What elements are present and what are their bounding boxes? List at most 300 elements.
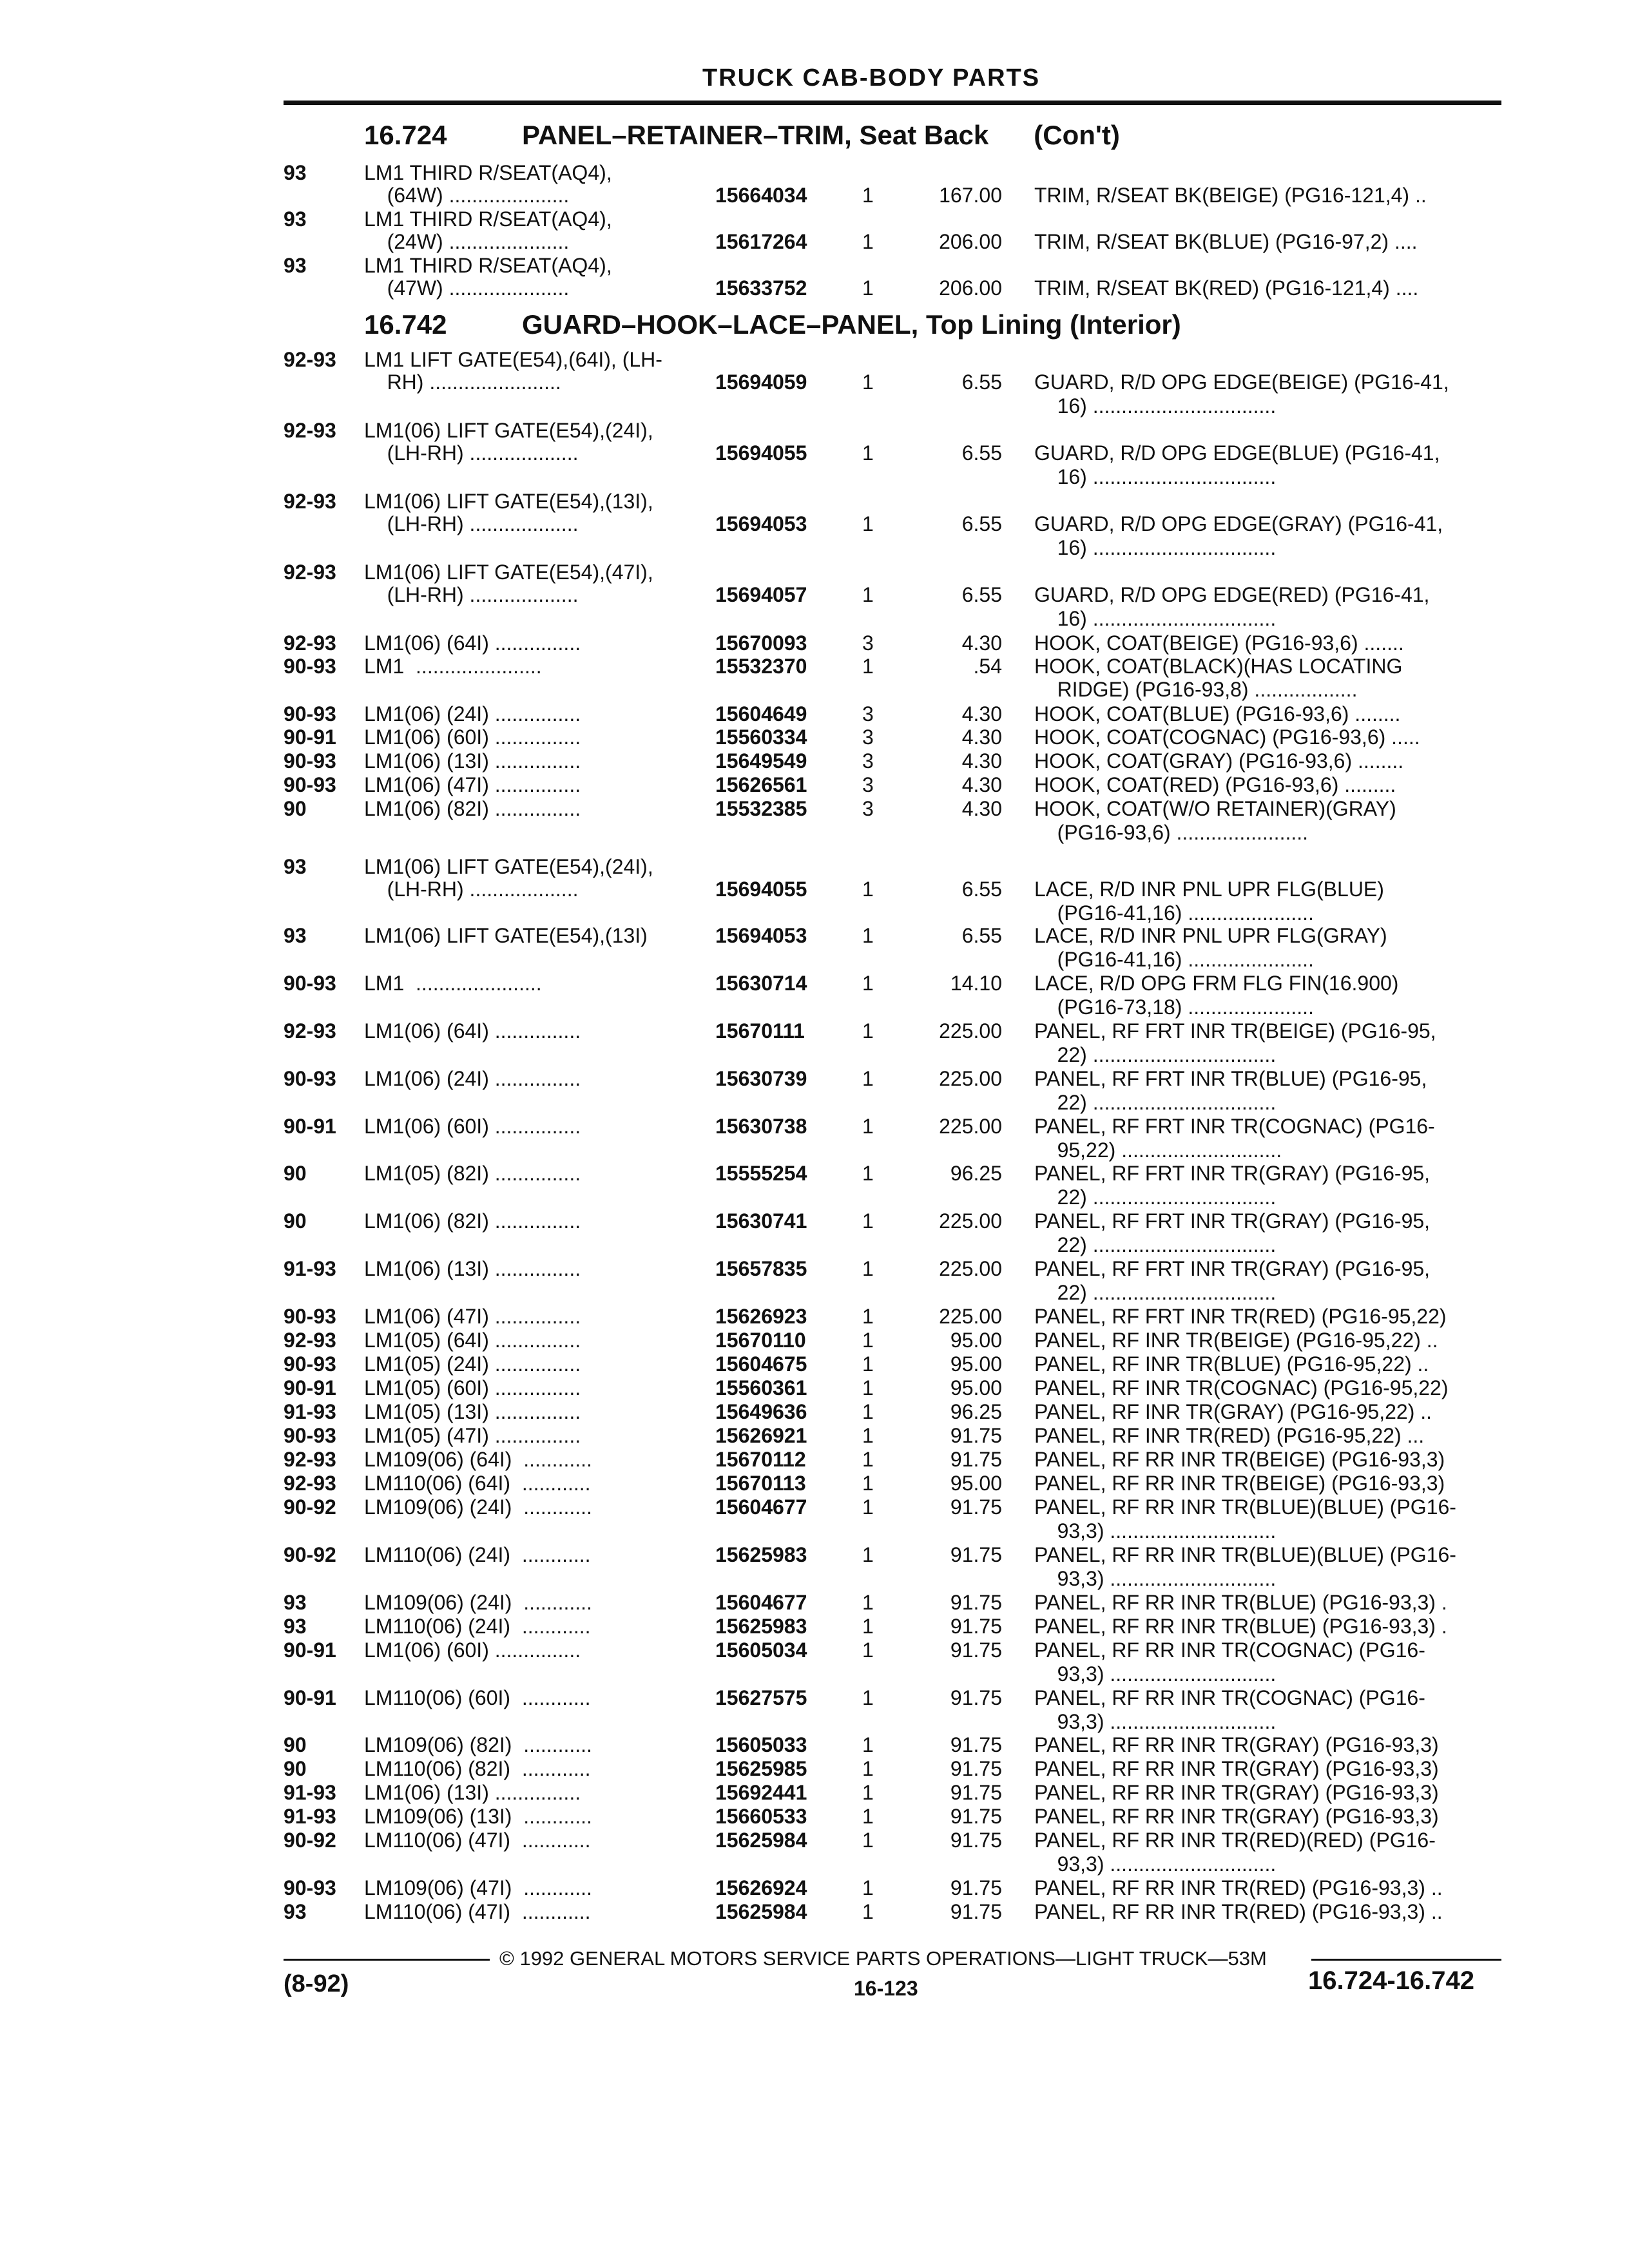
year-range: 90-91: [284, 1686, 336, 1709]
part-number: 15560334: [715, 726, 807, 749]
year-range: 90-92: [284, 1829, 336, 1852]
price: 95.00: [950, 1472, 1002, 1495]
part-number: 15604675: [715, 1352, 807, 1376]
year-range: 90-93: [284, 1067, 336, 1090]
part-number: 15604677: [715, 1495, 807, 1519]
year-range: 90-93: [284, 749, 336, 773]
part-description: RIDGE) (PG16-93,8) ..................: [1034, 678, 1358, 701]
quantity: 1: [862, 1448, 874, 1471]
year-range: 90: [284, 1162, 307, 1185]
part-number: 15670111: [715, 1019, 805, 1043]
price: 206.00: [939, 276, 1002, 300]
part-number: 15630739: [715, 1067, 807, 1090]
model-code: LM1(06) (13I) ...............: [364, 1781, 581, 1804]
model-code: LM109(06) (24I) ............: [364, 1591, 592, 1614]
part-description: LACE, R/D INR PNL UPR FLG(BLUE): [1034, 878, 1384, 901]
part-description: 93,3) .............................: [1034, 1710, 1277, 1733]
model-code: LM1(05) (64I) ...............: [364, 1329, 581, 1352]
part-number: 15670113: [715, 1472, 806, 1495]
part-number: 15625985: [715, 1757, 807, 1780]
quantity: 1: [862, 1067, 874, 1090]
part-description: PANEL, RF RR INR TR(COGNAC) (PG16-: [1034, 1686, 1425, 1709]
part-description: 22) ................................: [1034, 1281, 1277, 1304]
year-range: 90-91: [284, 726, 336, 749]
price: 4.30: [961, 773, 1002, 796]
year-range: 90: [284, 1733, 307, 1756]
price: 4.30: [961, 726, 1002, 749]
part-description: 93,3) .............................: [1034, 1567, 1277, 1590]
part-description: 16) ................................: [1034, 394, 1277, 418]
model-code: LM1(06) (13I) ...............: [364, 1257, 581, 1280]
part-number: 15630714: [715, 972, 807, 995]
part-description: PANEL, RF FRT INR TR(GRAY) (PG16-95,: [1034, 1209, 1431, 1233]
section-number: 16.724: [364, 120, 447, 150]
year-range: 92-93: [284, 348, 336, 371]
price: 6.55: [961, 583, 1002, 606]
model-code: LM1(06) LIFT GATE(E54),(24I),: [364, 855, 653, 878]
model-code: LM1(06) (60I) ...............: [364, 1115, 581, 1138]
copyright-notice: © 1992 GENERAL MOTORS SERVICE PARTS OPERATIONS—LIGHT TRUCK—53M: [499, 1947, 1267, 1970]
part-description: PANEL, RF RR INR TR(BLUE)(BLUE) (PG16-: [1034, 1543, 1456, 1566]
price: 4.30: [961, 797, 1002, 820]
year-range: 92-93: [284, 1448, 336, 1471]
quantity: 1: [862, 512, 874, 535]
part-number: 15657835: [715, 1257, 807, 1280]
model-code: LM1 LIFT GATE(E54),(64I), (LH-: [364, 348, 662, 371]
part-description: (PG16-73,18) ......................: [1034, 995, 1314, 1019]
year-range: 90-93: [284, 1305, 336, 1328]
price: 225.00: [939, 1209, 1002, 1233]
model-code: LM109(06) (13I) ............: [364, 1805, 592, 1828]
year-range: 93: [284, 254, 307, 277]
part-description: PANEL, RF FRT INR TR(GRAY) (PG16-95,: [1034, 1162, 1431, 1185]
year-range: 90: [284, 1757, 307, 1780]
price: 91.75: [950, 1591, 1002, 1614]
year-range: 90-93: [284, 702, 336, 726]
year-range: 92-93: [284, 1472, 336, 1495]
header-divider: [284, 101, 1501, 105]
model-code: LM1(06) LIFT GATE(E54),(24I),: [364, 419, 653, 442]
model-code: LM110(06) (24I) ............: [364, 1615, 591, 1638]
year-range: 93: [284, 161, 307, 184]
price: 91.75: [950, 1900, 1002, 1923]
part-description: (PG16-41,16) ......................: [1034, 948, 1314, 971]
price: 4.30: [961, 749, 1002, 773]
price: 91.75: [950, 1733, 1002, 1756]
model-code: LM110(06) (60I) ............: [364, 1686, 591, 1709]
part-number: 15560361: [715, 1376, 807, 1399]
model-code: LM110(06) (82I) ............: [364, 1757, 591, 1780]
model-code: LM1(05) (24I) ...............: [364, 1352, 581, 1376]
quantity: 1: [862, 1900, 874, 1923]
page-title: TRUCK CAB-BODY PARTS: [702, 64, 1041, 91]
price: 95.00: [950, 1376, 1002, 1399]
part-description: PANEL, RF RR INR TR(RED)(RED) (PG16-: [1034, 1829, 1436, 1852]
page-number: 16-123: [854, 1977, 918, 2000]
quantity: 1: [862, 1543, 874, 1566]
quantity: 3: [862, 702, 874, 726]
year-range: 90-92: [284, 1495, 336, 1519]
model-code: LM1(06) (47I) ...............: [364, 1305, 581, 1328]
year-range: 93: [284, 855, 307, 878]
year-range: 90-93: [284, 1424, 336, 1447]
part-number: 15670112: [715, 1448, 806, 1471]
part-description: LACE, R/D OPG FRM FLG FIN(16.900): [1034, 972, 1399, 995]
part-description: PANEL, RF FRT INR TR(BEIGE) (PG16-95,: [1034, 1019, 1436, 1043]
year-range: 93: [284, 1900, 307, 1923]
quantity: 1: [862, 370, 874, 394]
quantity: 1: [862, 655, 874, 678]
quantity: 1: [862, 1639, 874, 1662]
quantity: 1: [862, 1781, 874, 1804]
part-description: GUARD, R/D OPG EDGE(RED) (PG16-41,: [1034, 583, 1430, 606]
part-number: 15625984: [715, 1900, 807, 1923]
part-number: 15625983: [715, 1543, 807, 1566]
quantity: 1: [862, 1019, 874, 1043]
quantity: 3: [862, 773, 874, 796]
model-code: LM109(06) (47I) ............: [364, 1876, 592, 1899]
part-number: 15605033: [715, 1733, 807, 1756]
part-description: PANEL, RF RR INR TR(BLUE) (PG16-93,3) .: [1034, 1615, 1447, 1638]
quantity: 1: [862, 1876, 874, 1899]
model-code: LM1 ......................: [364, 972, 542, 995]
part-description: PANEL, RF RR INR TR(GRAY) (PG16-93,3): [1034, 1805, 1439, 1828]
part-number: 15617264: [715, 230, 807, 253]
year-range: 91-93: [284, 1805, 336, 1828]
part-description: HOOK, COAT(GRAY) (PG16-93,6) ........: [1034, 749, 1404, 773]
model-code: LM1(06) (64I) ...............: [364, 631, 581, 655]
price: 4.30: [961, 702, 1002, 726]
part-description: PANEL, RF RR INR TR(GRAY) (PG16-93,3): [1034, 1757, 1439, 1780]
year-range: 90: [284, 797, 307, 820]
price: 6.55: [961, 370, 1002, 394]
part-description: PANEL, RF INR TR(BLUE) (PG16-95,22) ..: [1034, 1352, 1429, 1376]
quantity: 1: [862, 1615, 874, 1638]
year-range: 90-93: [284, 1876, 336, 1899]
quantity: 1: [862, 1352, 874, 1376]
year-range: 92-93: [284, 1329, 336, 1352]
model-code: LM1(06) (82I) ...............: [364, 797, 581, 820]
quantity: 1: [862, 441, 874, 465]
part-number: 15626924: [715, 1876, 807, 1899]
part-number: 15555254: [715, 1162, 807, 1185]
part-number: 15625983: [715, 1615, 807, 1638]
model-code: LM1(06) (60I) ...............: [364, 1639, 581, 1662]
price: 96.25: [950, 1162, 1002, 1185]
quantity: 1: [862, 1115, 874, 1138]
part-description: PANEL, RF RR INR TR(BLUE) (PG16-93,3) .: [1034, 1591, 1447, 1614]
part-description: 22) ................................: [1034, 1091, 1277, 1114]
price: 6.55: [961, 878, 1002, 901]
part-description: 22) ................................: [1034, 1186, 1277, 1209]
model-code: (64W) .....................: [364, 184, 570, 207]
price: .54: [973, 655, 1002, 678]
part-description: PANEL, RF RR INR TR(GRAY) (PG16-93,3): [1034, 1733, 1439, 1756]
part-description: PANEL, RF INR TR(COGNAC) (PG16-95,22): [1034, 1376, 1449, 1399]
part-number: 15670093: [715, 631, 807, 655]
section-title: GUARD–HOOK–LACE–PANEL, Top Lining (Interior): [522, 309, 1181, 340]
part-description: PANEL, RF FRT INR TR(GRAY) (PG16-95,: [1034, 1257, 1431, 1280]
year-range: 91-93: [284, 1400, 336, 1423]
model-code: LM109(06) (24I) ............: [364, 1495, 592, 1519]
part-number: 15692441: [715, 1781, 807, 1804]
year-range: 93: [284, 1615, 307, 1638]
section-continued-label: (Con't): [1034, 120, 1120, 150]
price: 91.75: [950, 1876, 1002, 1899]
part-description: HOOK, COAT(RED) (PG16-93,6) .........: [1034, 773, 1396, 796]
price: 91.75: [950, 1424, 1002, 1447]
model-code: LM110(06) (24I) ............: [364, 1543, 591, 1566]
quantity: 1: [862, 1495, 874, 1519]
model-code: LM1(06) (64I) ...............: [364, 1019, 581, 1043]
model-code: LM1(06) (47I) ...............: [364, 773, 581, 796]
part-description: HOOK, COAT(COGNAC) (PG16-93,6) .....: [1034, 726, 1420, 749]
part-description: PANEL, RF RR INR TR(BEIGE) (PG16-93,3): [1034, 1472, 1445, 1495]
section-title: PANEL–RETAINER–TRIM, Seat Back: [522, 120, 989, 150]
price: 225.00: [939, 1019, 1002, 1043]
year-range: 93: [284, 207, 307, 231]
part-description: PANEL, RF RR INR TR(GRAY) (PG16-93,3): [1034, 1781, 1439, 1804]
year-range: 91-93: [284, 1781, 336, 1804]
quantity: 1: [862, 1686, 874, 1709]
model-code: (LH-RH) ...................: [364, 512, 579, 535]
quantity: 1: [862, 1400, 874, 1423]
part-description: PANEL, RF INR TR(GRAY) (PG16-95,22) ..: [1034, 1400, 1432, 1423]
quantity: 1: [862, 184, 874, 207]
model-code: LM1(06) (60I) ...............: [364, 726, 581, 749]
part-description: PANEL, RF INR TR(BEIGE) (PG16-95,22) ..: [1034, 1329, 1438, 1352]
price: 6.55: [961, 512, 1002, 535]
model-code: (24W) .....................: [364, 230, 570, 253]
quantity: 1: [862, 1829, 874, 1852]
price: 91.75: [950, 1686, 1002, 1709]
part-description: 95,22) ............................: [1034, 1139, 1282, 1162]
year-range: 92-93: [284, 490, 336, 513]
part-description: TRIM, R/SEAT BK(BLUE) (PG16-97,2) ....: [1034, 230, 1418, 253]
part-description: 22) ................................: [1034, 1043, 1277, 1066]
part-number: 15694053: [715, 512, 807, 535]
price: 225.00: [939, 1115, 1002, 1138]
part-description: HOOK, COAT(W/O RETAINER)(GRAY): [1034, 797, 1396, 820]
model-code: LM1(06) LIFT GATE(E54),(47I),: [364, 561, 653, 584]
quantity: 1: [862, 583, 874, 606]
quantity: 3: [862, 631, 874, 655]
part-description: PANEL, RF RR INR TR(RED) (PG16-93,3) ..: [1034, 1876, 1443, 1899]
quantity: 1: [862, 276, 874, 300]
price: 206.00: [939, 230, 1002, 253]
year-range: 92-93: [284, 631, 336, 655]
price: 96.25: [950, 1400, 1002, 1423]
part-number: 15626921: [715, 1424, 807, 1447]
price: 167.00: [939, 184, 1002, 207]
part-number: 15627575: [715, 1686, 807, 1709]
model-code: LM1(06) (82I) ...............: [364, 1209, 581, 1233]
part-number: 15660533: [715, 1805, 807, 1828]
part-description: HOOK, COAT(BLUE) (PG16-93,6) ........: [1034, 702, 1401, 726]
part-number: 15604649: [715, 702, 807, 726]
section-heading-16724: [364, 120, 1120, 151]
model-code: LM1(06) (24I) ...............: [364, 702, 581, 726]
year-range: 90-93: [284, 1352, 336, 1376]
section-number: 16.742: [364, 309, 447, 340]
model-code: (LH-RH) ...................: [364, 583, 579, 606]
part-description: PANEL, RF FRT INR TR(COGNAC) (PG16-: [1034, 1115, 1435, 1138]
model-code: LM1 THIRD R/SEAT(AQ4),: [364, 254, 612, 277]
model-code: LM1(05) (13I) ...............: [364, 1400, 581, 1423]
part-description: (PG16-41,16) ......................: [1034, 901, 1314, 925]
part-number: 15649636: [715, 1400, 807, 1423]
part-description: 93,3) .............................: [1034, 1519, 1277, 1542]
year-range: 90-93: [284, 972, 336, 995]
model-code: LM1 THIRD R/SEAT(AQ4),: [364, 161, 612, 184]
model-code: LM109(06) (82I) ............: [364, 1733, 592, 1756]
part-description: PANEL, RF RR INR TR(BEIGE) (PG16-93,3): [1034, 1448, 1445, 1471]
part-description: 16) ................................: [1034, 465, 1277, 488]
part-description: 93,3) .............................: [1034, 1852, 1277, 1876]
quantity: 1: [862, 1162, 874, 1185]
model-code: (47W) .....................: [364, 276, 570, 300]
part-description: GUARD, R/D OPG EDGE(BEIGE) (PG16-41,: [1034, 370, 1449, 394]
model-code: LM1(05) (47I) ...............: [364, 1424, 581, 1447]
price: 225.00: [939, 1305, 1002, 1328]
part-description: PANEL, RF RR INR TR(COGNAC) (PG16-: [1034, 1639, 1425, 1662]
part-number: 15694057: [715, 583, 807, 606]
part-number: 15626923: [715, 1305, 807, 1328]
model-code: LM110(06) (64I) ............: [364, 1472, 591, 1495]
part-description: HOOK, COAT(BEIGE) (PG16-93,6) .......: [1034, 631, 1404, 655]
part-number: 15532385: [715, 797, 807, 820]
quantity: 3: [862, 726, 874, 749]
price: 6.55: [961, 924, 1002, 947]
model-code: (LH-RH) ...................: [364, 441, 579, 465]
quantity: 1: [862, 1733, 874, 1756]
quantity: 3: [862, 749, 874, 773]
price: 95.00: [950, 1329, 1002, 1352]
model-code: LM1(05) (82I) ...............: [364, 1162, 581, 1185]
model-code: LM1(06) LIFT GATE(E54),(13I): [364, 924, 648, 947]
model-code: LM1(06) (24I) ...............: [364, 1067, 581, 1090]
part-description: PANEL, RF FRT INR TR(BLUE) (PG16-95,: [1034, 1067, 1427, 1090]
part-description: 16) ................................: [1034, 607, 1277, 630]
price: 91.75: [950, 1448, 1002, 1471]
part-number: 15626561: [715, 773, 807, 796]
part-description: PANEL, RF RR INR TR(RED) (PG16-93,3) ..: [1034, 1900, 1443, 1923]
quantity: 1: [862, 1805, 874, 1828]
price: 4.30: [961, 631, 1002, 655]
part-number: 15604677: [715, 1591, 807, 1614]
year-range: 90-92: [284, 1543, 336, 1566]
part-description: PANEL, RF INR TR(RED) (PG16-95,22) ...: [1034, 1424, 1425, 1447]
quantity: 1: [862, 1305, 874, 1328]
part-number: 15664034: [715, 184, 807, 207]
part-description: GUARD, R/D OPG EDGE(BLUE) (PG16-41,: [1034, 441, 1440, 465]
price: 91.75: [950, 1495, 1002, 1519]
quantity: 1: [862, 1424, 874, 1447]
model-code: LM1(05) (60I) ...............: [364, 1376, 581, 1399]
part-number: 15633752: [715, 276, 807, 300]
quantity: 1: [862, 1257, 874, 1280]
price: 95.00: [950, 1352, 1002, 1376]
quantity: 3: [862, 797, 874, 820]
section-range: 16.724-16.742: [1308, 1966, 1475, 1995]
year-range: 90-91: [284, 1639, 336, 1662]
quantity: 1: [862, 878, 874, 901]
part-number: 15694055: [715, 441, 807, 465]
part-number: 15694053: [715, 924, 807, 947]
price: 14.10: [950, 972, 1002, 995]
year-range: 90-93: [284, 773, 336, 796]
year-range: 90: [284, 1209, 307, 1233]
part-number: 15532370: [715, 655, 807, 678]
price: 91.75: [950, 1781, 1002, 1804]
part-number: 15694055: [715, 878, 807, 901]
section-heading-16742: [364, 309, 1181, 340]
model-code: RH) .......................: [364, 370, 561, 394]
footer-rule-left: [284, 1959, 490, 1961]
part-number: 15630741: [715, 1209, 807, 1233]
part-description: TRIM, R/SEAT BK(RED) (PG16-121,4) ....: [1034, 276, 1419, 300]
date-code: (8-92): [284, 1970, 349, 1997]
part-description: 93,3) .............................: [1034, 1662, 1277, 1686]
part-description: TRIM, R/SEAT BK(BEIGE) (PG16-121,4) ..: [1034, 184, 1427, 207]
part-description: HOOK, COAT(BLACK)(HAS LOCATING: [1034, 655, 1403, 678]
model-code: LM110(06) (47I) ............: [364, 1900, 591, 1923]
quantity: 1: [862, 230, 874, 253]
price: 225.00: [939, 1257, 1002, 1280]
quantity: 1: [862, 1209, 874, 1233]
part-number: 15625984: [715, 1829, 807, 1852]
price: 91.75: [950, 1805, 1002, 1828]
year-range: 92-93: [284, 561, 336, 584]
price: 6.55: [961, 441, 1002, 465]
price: 91.75: [950, 1543, 1002, 1566]
model-code: LM109(06) (64I) ............: [364, 1448, 592, 1471]
price: 91.75: [950, 1757, 1002, 1780]
part-description: GUARD, R/D OPG EDGE(GRAY) (PG16-41,: [1034, 512, 1443, 535]
part-description: PANEL, RF RR INR TR(BLUE)(BLUE) (PG16-: [1034, 1495, 1456, 1519]
year-range: 92-93: [284, 419, 336, 442]
part-description: 16) ................................: [1034, 536, 1277, 559]
year-range: 92-93: [284, 1019, 336, 1043]
part-number: 15605034: [715, 1639, 807, 1662]
quantity: 1: [862, 1376, 874, 1399]
part-number: 15694059: [715, 370, 807, 394]
quantity: 1: [862, 1472, 874, 1495]
model-code: LM1(06) (13I) ...............: [364, 749, 581, 773]
part-description: (PG16-93,6) .......................: [1034, 821, 1309, 844]
price: 91.75: [950, 1615, 1002, 1638]
part-number: 15649549: [715, 749, 807, 773]
model-code: (LH-RH) ...................: [364, 878, 579, 901]
year-range: 91-93: [284, 1257, 336, 1280]
model-code: LM1 ......................: [364, 655, 542, 678]
quantity: 1: [862, 1591, 874, 1614]
price: 91.75: [950, 1829, 1002, 1852]
part-description: LACE, R/D INR PNL UPR FLG(GRAY): [1034, 924, 1387, 947]
year-range: 90-91: [284, 1376, 336, 1399]
model-code: LM1(06) LIFT GATE(E54),(13I),: [364, 490, 653, 513]
quantity: 1: [862, 1329, 874, 1352]
year-range: 93: [284, 924, 307, 947]
quantity: 1: [862, 972, 874, 995]
part-description: 22) ................................: [1034, 1233, 1277, 1256]
model-code: LM1 THIRD R/SEAT(AQ4),: [364, 207, 612, 231]
quantity: 1: [862, 924, 874, 947]
price: 225.00: [939, 1067, 1002, 1090]
quantity: 1: [862, 1757, 874, 1780]
model-code: LM110(06) (47I) ............: [364, 1829, 591, 1852]
footer-rule-right: [1311, 1959, 1501, 1961]
